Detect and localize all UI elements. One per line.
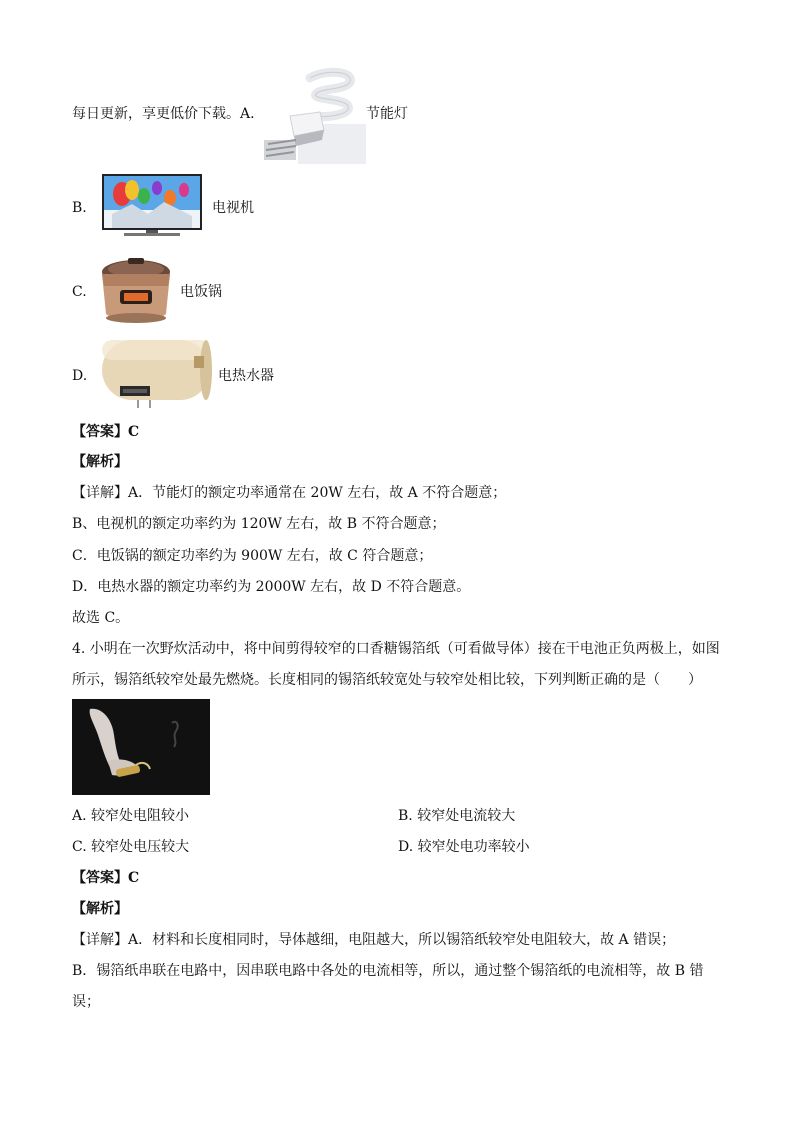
tin-foil-battery-photo: [72, 699, 210, 795]
q4-option-c: C. 较窄处电压较大: [72, 839, 190, 855]
q3-conclusion: 故选 C。: [72, 610, 130, 626]
q3-option-c-label: 电饭锅: [180, 284, 222, 300]
q4-option-d: D. 较窄处电功率较小: [398, 839, 530, 855]
energy-saving-lamp-image: [258, 64, 366, 164]
q4-option-a: A. 较窄处电阻较小: [72, 808, 190, 824]
q3-option-a-label: 节能灯: [366, 106, 408, 122]
q3-analysis-heading: 【解析】: [72, 454, 128, 470]
q3-detail-line: B、电视机的额定功率约为 120W 左右，故 B 不符合题意；: [72, 516, 446, 532]
q3-option-b-letter: B.: [72, 200, 87, 216]
q3-option-d-letter: D.: [72, 368, 88, 384]
water-heater-image: [98, 334, 216, 410]
q4-stem-line: 所示，锡箔纸较窄处最先燃烧。长度相同的锡箔纸较宽处与较窄处相比较，下列判断正确的是（ ）: [72, 672, 702, 688]
q4-detail-line: B．锡箔纸串联在电路中，因串联电路中各处的电流相等，所以，通过整个锡箔纸的电流相等，故 B 错: [72, 963, 704, 979]
q4-stem-line: 4. 小明在一次野炊活动中，将中间剪得较窄的口香糖锡箔纸（可看做导体）接在干电池正负两极上，如图: [72, 641, 720, 657]
television-image: [102, 174, 202, 238]
q3-answer: 【答案】C: [72, 424, 140, 440]
q4-analysis-heading: 【解析】: [72, 901, 128, 917]
q3-option-d-label: 电热水器: [218, 368, 274, 384]
q3-intro-text: 每日更新，享更低价下载。A.: [72, 106, 255, 122]
q3-detail-line: C．电饭锅的额定功率约为 900W 左右，故 C 符合题意；: [72, 548, 433, 564]
q4-option-b: B. 较窄处电流较大: [398, 808, 516, 824]
q4-detail-line: 【详解】A．材料和长度相同时，导体越细，电阻越大，所以锡箔纸较窄处电阻较大，故 A 错误；: [72, 932, 676, 948]
q4-detail-line: 误；: [72, 994, 100, 1010]
q3-option-b-label: 电视机: [212, 200, 254, 216]
q3-detail-line: 【详解】A．节能灯的额定功率通常在 20W 左右，故 A 不符合题意；: [72, 485, 507, 501]
q3-option-c-letter: C.: [72, 284, 87, 300]
rice-cooker-image: [94, 256, 178, 326]
q3-detail-line: D．电热水器的额定功率约为 2000W 左右，故 D 不符合题意。: [72, 579, 471, 595]
q4-answer: 【答案】C: [72, 870, 140, 886]
